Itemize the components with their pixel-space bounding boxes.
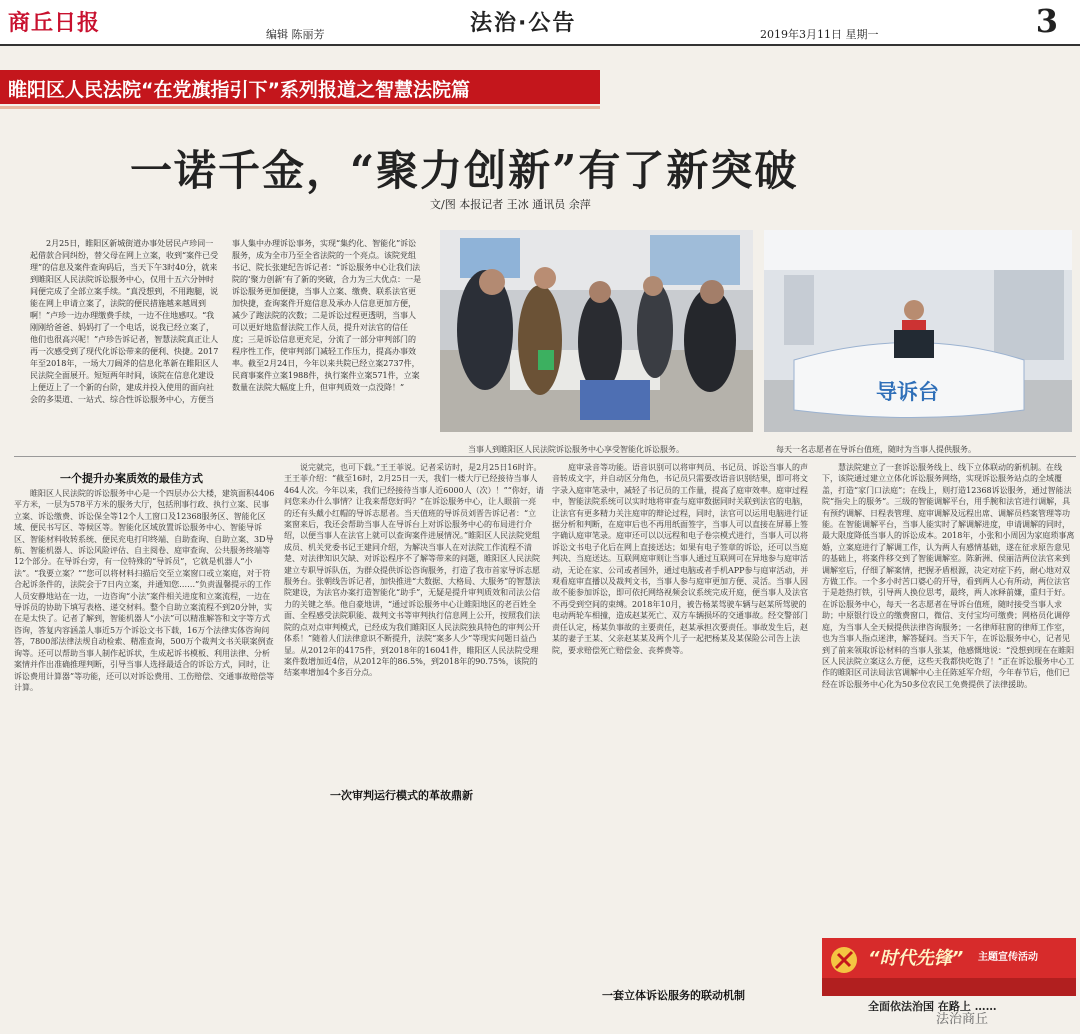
body-column-2 (284, 462, 544, 784)
masthead (0, 0, 1080, 44)
section-title: 法治·公告 (470, 11, 577, 36)
article-intro (30, 238, 422, 428)
guidance-desk-sign: 导诉台 (876, 380, 939, 404)
newspaper-logo: 商丘日报 (8, 10, 101, 36)
issue-date: 2019年3月11日 星期一 (760, 28, 879, 41)
section-divider (14, 456, 1076, 457)
body-column-3 (552, 462, 814, 980)
body-column-4 (822, 462, 1076, 932)
subhead-1: 一个提升办案质效的最佳方式 (60, 472, 203, 485)
promo-banner (822, 938, 1076, 996)
body-column-1 (14, 488, 276, 1026)
photo-service-center-illustration (440, 230, 753, 432)
promo-subtitle: 主题宣传活动 (978, 952, 1038, 963)
article-byline: 文/图 本报记者 王冰 通讯员 余萍 (430, 198, 591, 211)
photo-caption-1: 当事人到睢阳区人民法院诉讼服务中心享受智能化诉讼服务。 (468, 445, 684, 454)
subhead-3: 一套立体诉讼服务的联动机制 (602, 989, 745, 1002)
column-text-3: 庭审录音等功能。语音识别可以将审判员、书记员、诉讼当事人的声音转成文字，并自动区分角色，书记员只需要改语音识别结果，即可将文字录入庭审笔录中，减轻了书记员的工作量，提高了庭审效率。庭审过程中，智能法院系统可以实时地将审查与庭审数据同时关联到法官的电脑，让法官有更多精力关注庭审的辩论过程，同时，法官可以运用电脑进行证据分析和判断，在庭审后也不再用纸面签字，当事人可以直接在屏幕上签字确认庭审笔录。庭审还可以以远程和电子卷宗模式进行，当事人可以将诉讼文书电子化后在网上直接送达；如果有电子签章的诉讼，还可以当庭判决、当庭送达。互联网庭审则让当事人通过互联网可在异地参与庭审活动，无论在家、公司或者国外，通过电脑或者手机APP参与庭审活动，并观看庭审直播以及裁判文书，当事人参与庭审更加方便、灵活。当事人因故不能参加诉讼，即可依托网络视频会议系统完成开庭，便当事人及法官不再受到空间的束缚。2018年10月，被告杨某驾驶车辆与赵某所驾驶的电动两轮车相撞，造成赵某死亡、双方车辆损坏的交通事故。经交警部门责任认定，杨某负事故的主要责任，赵某承担次要责任。事故发生后，赵某的妻子王某、父亲赵某某及两个儿子一起把杨某及某保险公司告上法院，要求赔偿死亡赔偿金、丧葬费等。 (552, 463, 809, 655)
promo-bottom-line: 全面依法治国 在路上 …… (868, 1000, 997, 1013)
series-banner-text: 睢阳区人民法院“在党旗指引下”系列报道之智慧法院篇 (8, 79, 470, 101)
promo-title: “时代先锋” (868, 948, 964, 969)
editor-line: 编辑 陈丽芳 (266, 28, 325, 41)
subhead-2: 一次审判运行模式的革故鼎新 (330, 789, 473, 802)
column-text-1: 睢阳区人民法院的诉讼服务中心是一个四层办公大楼，建筑面积4406平方米，一层为578平方米的服务大厅，包括刑事行政、执行立案、民事立案、诉讼缴费、诉讼保全等12个人工窗口及12368服务区、智能化区域、便民书写区、等候区等。智能化区域放置诉讼服务中心、智能导诉区、智能材料收转系统、便民充电打印终端、自助查询、自助立案、3D导航、智能机器人、诉讼风险评估、自主阅卷、庭审查询、公共服务终端等12个部分。在导诉台旁，有一位特殊的“导诉员”，它就是机器人“小法”。“我要立案？”“您可以将材料扫描后交至立案窗口或立案庭，对于符合起诉条件的，法院会于7日内立案，并通知您……”负责温馨提示的工作人员安静地站在一边，一边咨询“小法”案件相关进度和立案流程，一边在导诉员的协助下填写表格、递交材料。整个自助立案流程不到20分钟，实在是太快了。记者了解到，智能机器人“小法”可以精准解答和文字等方式咨询，答复内容涵盖人事近5万个诉讼文书下载，16万个法律实体咨询问答，7800部法律法规自动检索、精准查询，500万个裁判文书关联案例查询等。还可以帮助当事人制作起诉状，生成起诉书模板、利用法律、分析案情并作出准确推理判断，引导当事人选择最适合的诉讼方式，同时，让诉讼费用计算器”等功能，还可以对诉讼费用、工伤赔偿、交通事故赔偿等计算。 (14, 489, 275, 692)
column-text-4: 慧法院建立了一套诉讼服务线上、线下立体联动的新机制。在线下，该院通过建立立体化诉讼服务网络，实现诉讼服务站点的全域覆盖，打造“家门口法庭”；在线上，则打造12368诉讼服务，通过智能法院“指尖上的服务”。三级的智能调解平台，用手腕和法官进行调解，具有预约调解、日程表管理、庭审调解及远程出席、调解员档案管理等功能。在智能调解平台，当事人能实时了解调解进度，申请调解的同时，最大限度降低当事人的诉讼成本。2018年，小张和小周因为家庭琐事离婚，立案庭进行了解调工作，认为两人有感情基础，遂在征求原告意见的基础上，将案件移交到了智能调解室。陈新洲、侯丽洁两位法官来到调解室后，仔细了解案情，把握矛盾根源，决定对症下药，耐心地对双方做工作。一个多小时苦口婆心的开导，看到两人心有所动，两位法官于是趁热打铁，引导两人换位思考，最终，两人冰释前嫌，重归于好。在诉讼服务中心，每天一名志愿者在导诉台值班，随时接受当事人求助；中原银行设立的缴费窗口，微信、支付宝均可缴费；网格员化调停庭，为当事人全天候提供法律咨询服务；一名律师驻窗的律师工作室，也为当事人指点迷津，解答疑问。当天下午，在诉讼服务中心，记者见到了前来领取诉讼材料的当事人张某，他感慨地说：“没想到现在在睢阳区人民法院立案这么方便，这些天我都快吃饱了！”正在诉讼服务中心工作的睢阳区司法局法官调解中心主任陈延军介绍，今年春节后，他们已经在诉讼服务中心化为50多位农民工免费提供了法律援助。 (822, 463, 1075, 689)
photo-guidance-desk (764, 230, 1072, 432)
intro-text: 2月25日，睢阳区新城街道办事处居民卢珍同一起借款合同纠纷，替父母在网上立案，收到“案件已受理”的信息及案件查询码后，当天下午3时40分，就来到睢阳区人民法院诉讼服务中心，仅用十五六分钟时间便完成了全部立案手续。“真没想到，不用跑腿，说能在网上申请立案了，法院的便民措施越来越周到啊！”卢珍一边办理缴费手续，一边不住地感叹。“我刚刚给爸爸、妈妈打了一个电话，说我已经立案了，他们也很高兴呢！”卢珍告诉记者，智慧法院真正让人再一次感受到了现代化诉讼带来的便利、快捷。2017年至2018年，一场大刀阔斧的信息化革新在睢阳区人民法院全面展开。短短两年时间，该院在信息化建设上便迈上了一个新的台阶，建成并投入使用的面向社会的多渠道、一站式、综合性诉讼服务中心，方便当事人集中办理诉讼事务，实现“集约化、智能化”诉讼服务，成为全市乃至全省法院的一个亮点。该院党组书记、院长张建纪告诉记者：“诉讼服务中心让我们法院的‘聚力创新’有了新的突破，合力为三大优点：一是诉讼服务更加便捷，当事人立案、缴费、联系法官更加快捷，查询案件开庭信息及承办人信息更加方便，减少了跑法院的次数；二是诉讼过程更透明，当事人可以更好地监督法院工作人员，提升对法官的信任度；三是诉讼信息更充足，分流了一部分审判部门的程序性工作，使审判部门减轻工作压力，提高办事效率。截至2月24日，今年以来共院已经立案2737件，民商事案件立案1988件，执行案件立案571件，立案数量在法院大幅度上升，但审判质效一点没降！” (30, 239, 422, 404)
series-banner (0, 70, 600, 104)
photo-caption-2: 每天一名志愿者在导诉台值班，随时为当事人提供服务。 (776, 445, 976, 454)
column-text-2: 说完就完，也可下载。”王王菲说。记者采访时，是2月25日16时许。王王菲介绍：“截至16时，2月25日一天，我们一楼大厅已经接待当事人464人次。今年以来，我们已经接待当事人近6000人（次）！”“你好，请问您来办什么事情？让我来帮您好吗？”在诉讼服务中心，让人眼前一亮的还有头戴小红帽的导诉志愿者。当天值班的导诉员刘晋告诉记者：“立案窗来后，我还会帮助当事人在导诉台上对诉讼服务中心的布局进行介绍，以便当事人在法官上就可以查询案件进展情况。”睢阳区人民法院党组成员、机关党委书记王建同介绍，为解决当事人在对法院工作流程不清楚、对法律知识欠缺、对诉讼程序不了解等带来的问题，睢阳区人民法院建立专职导诉队伍，为群众提供诉讼咨询服务，打造了我市首家导诉志愿服务台。张朝线告诉记者，加快推进“大数据、大格局、大服务”的智慧法院建设，为法官办案打造智能化“助手”，无疑是提升审判质效和司法公信力的关键之举。他自豪地讲，“通过诉讼服务中心让睢阳地区的老百姓全面、全程感受法院职能、裁判文书等审判执行信息网上公开，按照我们法院的点对点审判模式，已经成为我们睢阳区人民法院独具特色的审判公开体系！”随着人们法律意识不断提升，法院“案多人少”等现实问题日益凸显。从2012年的4175件，到2018年的16041件，睢阳区人民法院受理案件数增加近4倍，从2012年的86.5%，到2018年的90.75%，该院的结案率增加4个多百分点。 (284, 463, 544, 678)
body-column-2b (284, 806, 544, 1026)
photo-service-center (440, 230, 753, 432)
watermark: 法治商丘 (936, 1012, 989, 1027)
page-number: 3 (1035, 2, 1058, 40)
masthead-rule (0, 44, 1080, 46)
article-headline: 一诺千金，“聚力创新”有了新突破 (130, 146, 799, 195)
banner-stripe (0, 106, 600, 109)
